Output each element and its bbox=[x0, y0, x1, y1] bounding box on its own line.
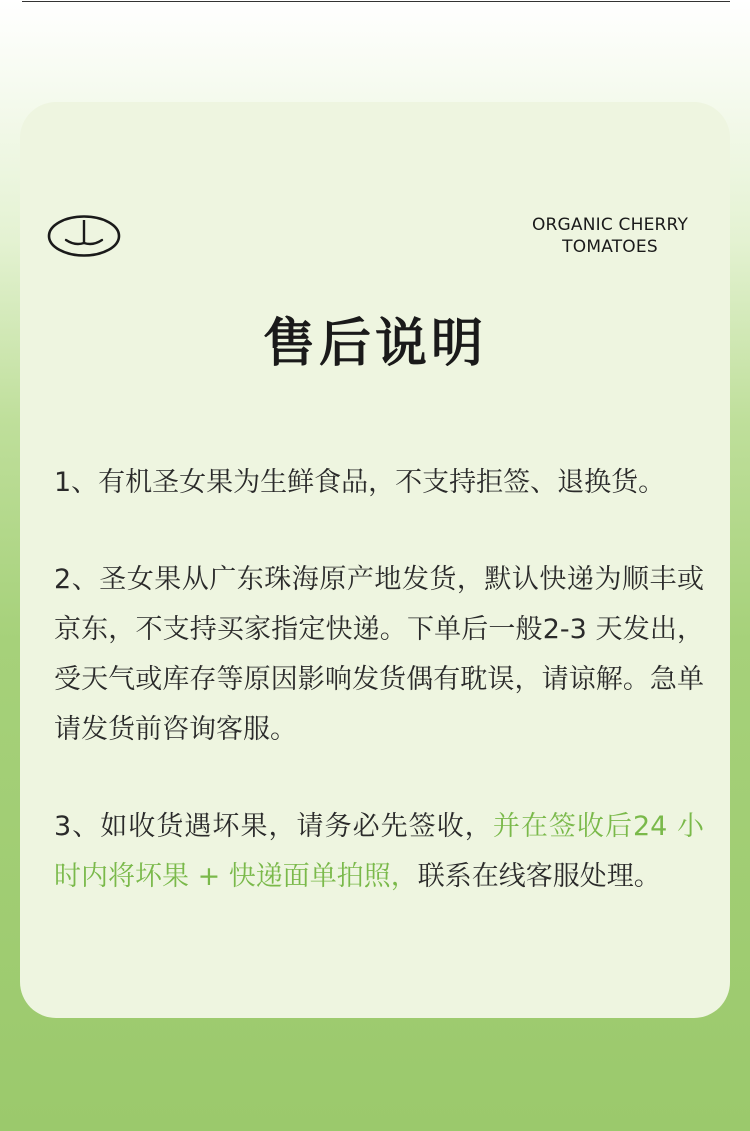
brand-line-1: ORGANIC CHERRY bbox=[531, 215, 689, 235]
brand-name bbox=[490, 214, 730, 258]
policy-item-1: 1、有机圣女果为生鲜食品，不支持拒签、退换货。 bbox=[54, 467, 666, 498]
bottom-green-band bbox=[0, 1018, 750, 1131]
title-container bbox=[20, 312, 730, 376]
page-title bbox=[263, 312, 487, 376]
tomato-stem-logo-icon bbox=[47, 214, 121, 258]
policy-item-3-text-end: 联系在线客服处理。 bbox=[417, 861, 661, 892]
policy-item-2: 2、圣女果从广东珠海原产地发货，默认快递为顺丰或京东，不支持买家指定快递。下单后一般2-3 天发出，受天气或库存等原因影响发货偶有耽误，请谅解。急单请发货前咨询客服。 bbox=[54, 564, 704, 745]
policy-item-3-highlight: 并在签收后24 小时内将坏果 + 快递面单拍照， bbox=[54, 811, 704, 892]
top-divider bbox=[22, 1, 730, 2]
page-title-text: 售后说明 bbox=[262, 314, 487, 374]
policy-item-3-text: 3、如收货遇坏果，请务必先签收， bbox=[54, 811, 493, 842]
after-sales-card bbox=[20, 102, 730, 1018]
policy-item-3 bbox=[54, 802, 704, 902]
brand-line-2: TOMATOES bbox=[562, 237, 658, 257]
